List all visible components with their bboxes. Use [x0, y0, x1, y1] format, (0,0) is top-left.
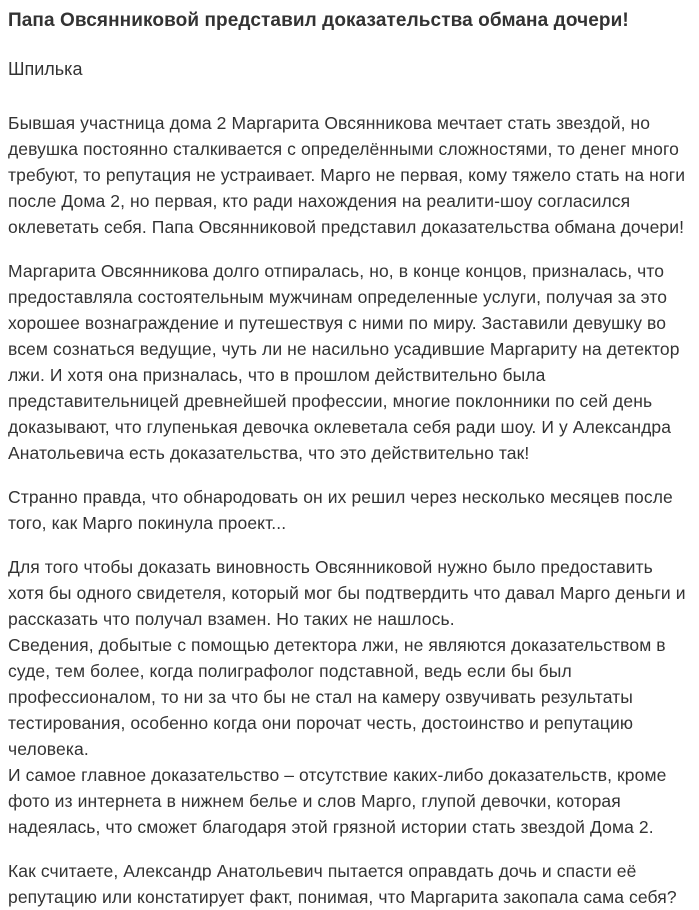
text-line: фото из интернета в нижнем белье и слов Марго, глупой девочки, которая [8, 791, 621, 811]
article-paragraph [8, 632, 691, 762]
article-paragraph [8, 484, 691, 536]
text-line: Странно правда, что обнародовать он их решил через несколько месяцев после [8, 487, 673, 507]
text-line: Как считаете, Александр Анатольевич пытается оправдать дочь и спасти её [8, 861, 637, 881]
text-line: девушка постоянно сталкивается с определёнными сложностями, то денег много [8, 139, 679, 159]
article-paragraph [8, 110, 691, 240]
article-paragraph [8, 858, 691, 910]
text-line: Анатольевича есть доказательства, что это действительно так! [8, 443, 530, 463]
text-line: надеялась, что сможет благодаря этой грязной истории стать звездой Дома 2. [8, 817, 654, 837]
article-paragraph [8, 258, 691, 466]
text-line: Маргарита Овсянникова долго отпиралась, но, в конце концов, призналась, что [8, 261, 665, 281]
text-line: И самое главное доказательство – отсутствие каких-либо доказательств, кроме [8, 765, 667, 785]
text-line: репутацию или констатирует факт, понимая, что Маргарита закопала сама себя? [8, 887, 677, 907]
text-line: того, как Марго покинула проект... [8, 513, 287, 533]
text-line: Бывшая участница дома 2 Маргарита Овсянникова мечтает стать звездой, но [8, 113, 651, 133]
text-line: профессионалом, то ни за что бы не стал на камеру озвучивать результаты [8, 687, 633, 707]
text-line: суде, тем более, когда полиграфолог подставной, ведь если бы был [8, 661, 572, 681]
article-paragraph [8, 554, 691, 632]
text-line: Сведения, добытые с помощью детектора лжи, не являются доказательством в [8, 635, 666, 655]
text-line: после Дома 2, но первая, кто ради нахождения на реалити-шоу согласился [8, 191, 631, 211]
text-line: требуют, то репутация не устраивает. Марго не первая, кому тяжело стать на ноги [8, 165, 686, 185]
article-body [8, 110, 691, 910]
text-line: Для того чтобы доказать виновность Овсянниковой нужно было предоставить [8, 557, 653, 577]
text-line: всем сознаться ведущие, чуть ли не насильно усадившие Маргариту на детектор [8, 339, 680, 359]
text-line: рассказать что получал взамен. Но таких не нашлось. [8, 609, 455, 629]
article-paragraph [8, 762, 691, 840]
text-line: оклеветать себя. Папа Овсянниковой представил доказательства обмана дочери! [8, 217, 685, 237]
text-line: тестирования, особенно когда они порочат честь, достоинство и репутацию [8, 713, 634, 733]
text-line: хорошее вознаграждение и путешествуя с ними по миру. Заставили девушку во [8, 313, 667, 333]
text-line: предоставляла состоятельным мужчинам определенные услуги, получая за это [8, 287, 668, 307]
text-line: хотя бы одного свидетеля, который мог бы подтвердить что давал Марго деньги и [8, 583, 686, 603]
article-title: Папа Овсянниковой представил доказательства обмана дочери! [8, 10, 629, 31]
text-line: человека. [8, 739, 89, 759]
text-line: доказывают, что глупенькая девочка оклеветала себя ради шоу. И у Александра [8, 417, 672, 437]
text-line: представительницей древнейшей профессии, многие поклонники по сей день [8, 391, 653, 411]
article-author: Шпилька [8, 59, 83, 79]
text-line: лжи. И хотя она призналась, что в прошлом действительно была [8, 365, 546, 385]
